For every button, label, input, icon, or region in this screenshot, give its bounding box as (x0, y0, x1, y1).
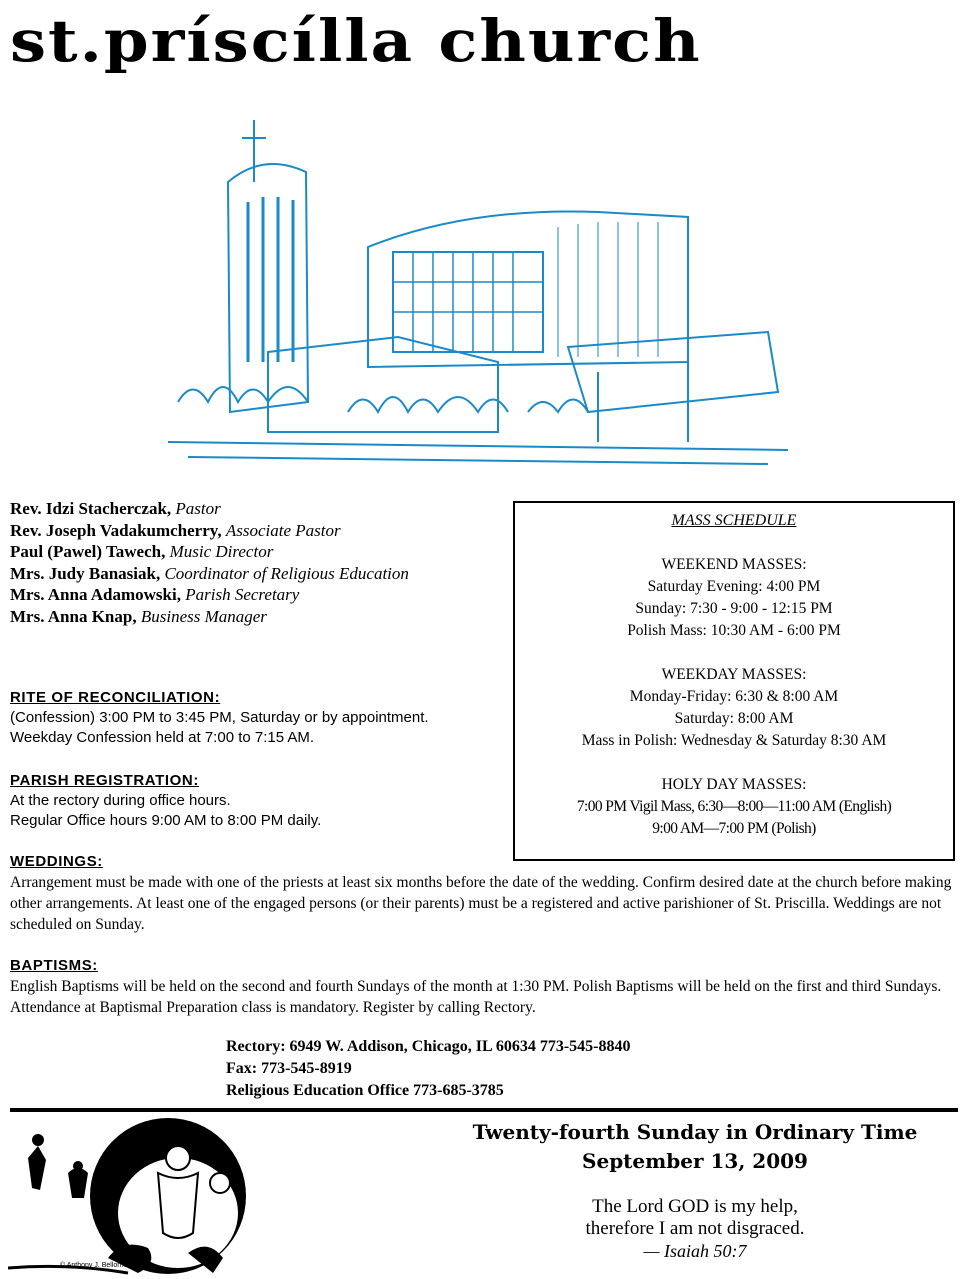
staff-name: Rev. Joseph Vadakumcherry, (10, 520, 222, 540)
baptisms-heading: BAPTISMS: (10, 957, 98, 974)
reconciliation-heading: RITE OF RECONCILIATION: (10, 689, 221, 706)
staff-name: Paul (Pawel) Tawech, (10, 542, 166, 561)
religious-education-phone: Religious Education Office 773-685-3785 (226, 1082, 504, 1099)
staff-role: Coordinator of Religious Education (164, 563, 409, 583)
baptisms-text: English Baptisms will be held on the second and fourth Sundays of the month at 1:30 PM. Polish Baptisms will be held on the first and third Sundays. Attendance at Baptismal Preparation class is mandatory. Register by calling Rectory. (10, 978, 942, 1016)
staff-row (10, 541, 490, 563)
weekend-heading: WEEKEND MASSES: (661, 556, 807, 573)
sunday-date: September 13, 2009 (582, 1149, 808, 1173)
registration-heading: PARISH REGISTRATION: (10, 772, 199, 789)
holyday-line: 7:00 PM Vigil Mass, 6:30—8:00—11:00 AM (English) (576, 798, 892, 815)
divider-rule (10, 1108, 958, 1112)
staff-name: Rev. Idzi Stacherczak, (10, 499, 172, 518)
reconciliation-line: Weekday Confession held at 7:00 to 7:15 AM. (10, 729, 315, 746)
weddings-section (10, 851, 955, 935)
staff-name: Mrs. Judy Banasiak, (10, 563, 161, 583)
weekend-line: Saturday Evening: 4:00 PM (647, 578, 821, 595)
contact-info (226, 1036, 766, 1102)
staff-row (10, 498, 490, 520)
staff-row (10, 584, 490, 606)
weekday-heading: WEEKDAY MASSES: (661, 666, 807, 683)
weddings-heading: WEDDINGS: (10, 853, 103, 870)
church-illustration (168, 112, 788, 472)
staff-row (10, 563, 490, 585)
church-title: st.príscílla church (10, 7, 702, 76)
weekday-line: Monday-Friday: 6:30 & 8:00 AM (629, 688, 839, 705)
verse-line: therefore I am not disgraced. (585, 1218, 805, 1239)
liturgical-date (440, 1118, 950, 1176)
staff-row (10, 520, 490, 542)
mass-schedule-title: MASS SCHEDULE (671, 512, 797, 529)
registration-line: Regular Office hours 9:00 AM to 8:00 PM daily. (10, 812, 322, 829)
baptisms-section (10, 955, 955, 1018)
staff-role: Associate Pastor (225, 520, 341, 540)
staff-row (10, 606, 490, 628)
sunday-title: Twenty-fourth Sunday in Ordinary Time (472, 1120, 918, 1144)
staff-list (10, 498, 490, 627)
staff-role: Music Director (169, 542, 274, 561)
scripture-verse (500, 1196, 890, 1262)
reconciliation-line: (Confession) 3:00 PM to 3:45 PM, Saturday or by appointment. (10, 709, 429, 726)
staff-name: Mrs. Anna Adamowski, (10, 585, 181, 604)
registration-line: At the rectory during office hours. (10, 792, 231, 809)
verse-line: The Lord GOD is my help, (592, 1196, 798, 1217)
holyday-line: 9:00 AM—7:00 PM (Polish) (652, 820, 816, 837)
fax-number: Fax: 773-545-8919 (226, 1060, 352, 1077)
rectory-address: Rectory: 6949 W. Addison, Chicago, IL 60634 773-545-8840 (226, 1038, 631, 1055)
weekday-line: Saturday: 8:00 AM (674, 710, 794, 727)
weekday-line: Mass in Polish: Wednesday & Saturday 8:30 AM (581, 732, 887, 749)
registration-section (10, 771, 500, 831)
mass-schedule-box (513, 501, 955, 861)
holyday-heading: HOLY DAY MASSES: (661, 776, 807, 793)
art-credit: © Anthony J. Bellorno (60, 1262, 128, 1269)
weekend-line: Sunday: 7:30 - 9:00 - 12:15 PM (635, 600, 833, 617)
reconciliation-section (10, 688, 500, 748)
staff-name: Mrs. Anna Knap, (10, 606, 137, 626)
staff-role: Business Manager (140, 606, 267, 626)
weekend-line: Polish Mass: 10:30 AM - 6:00 PM (627, 622, 841, 639)
weddings-text: Arrangement must be made with one of the priests at least six months before the date of the wedding. Confirm desired date at the church before making other arrangements. At least one of the engaged persons (or their parents) must be a registered and active parishioner of St. Priscilla. Weddings are not scheduled on Sunday. (10, 874, 952, 933)
verse-citation: — Isaiah 50:7 (643, 1241, 747, 1261)
staff-role: Pastor (175, 499, 221, 518)
holy-family-clipart (8, 1118, 248, 1278)
staff-role: Parish Secretary (185, 585, 300, 604)
